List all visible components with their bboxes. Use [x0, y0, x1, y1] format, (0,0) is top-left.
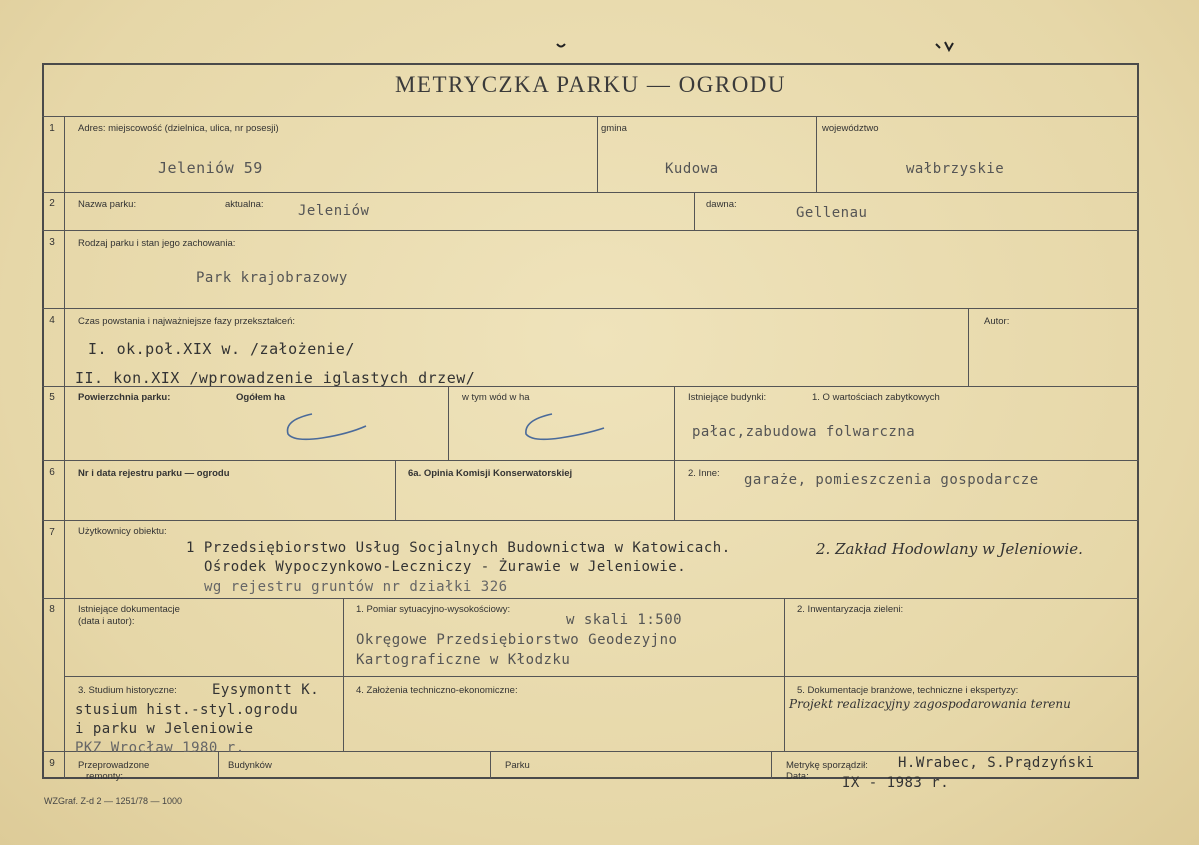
- form-title: METRYCZKA PARKU — OGRODU: [394, 72, 787, 97]
- row-divider: [42, 116, 1139, 117]
- cell-divider: [771, 751, 772, 779]
- documents-sublabel: (data i autor):: [78, 616, 135, 627]
- row-divider: [42, 598, 1139, 599]
- printer-imprint: WZGraf. Z-d 2 — 1251/78 — 1000: [44, 796, 183, 806]
- row-number: 6: [49, 467, 55, 478]
- row-divider: [42, 308, 1139, 309]
- other-buildings-label: 2. Inne:: [688, 468, 720, 479]
- user-1: 1 Przedsiębiorstwo Usług Socjalnych Budownictwa w Katowicach.: [186, 540, 731, 556]
- opinion-label: 6a. Opinia Komisji Konserwatorskiej: [408, 468, 573, 479]
- cell-divider: [674, 386, 675, 460]
- historical-study-label: 3. Studium historyczne:: [78, 685, 177, 696]
- ink-speck: [556, 42, 566, 50]
- cell-divider: [674, 460, 675, 520]
- users-label: Użytkownicy obiektu:: [78, 526, 167, 537]
- branch-docs-value: Projekt realizacyjny zagospodarowania terenu: [789, 697, 1071, 711]
- cell-divider: [784, 598, 785, 751]
- former-name-value: Gellenau: [796, 205, 868, 221]
- row-divider: [42, 192, 1139, 193]
- prepared-by-label: Metrykę sporządził:: [786, 760, 868, 771]
- survey-author-line-1: Okręgowe Przedsiębiorstwo Geodezyjno: [356, 632, 678, 648]
- row-divider: [42, 520, 1139, 521]
- existing-buildings-label: Istniejące budynki:: [688, 392, 767, 403]
- park-name-label: Nazwa parku:: [78, 199, 137, 210]
- cell-divider: [395, 460, 396, 520]
- voivodeship-label: województwo: [822, 123, 879, 134]
- dash-mark: [282, 412, 372, 444]
- renovation-buildings-label: Budynków: [228, 760, 272, 771]
- row-divider: [64, 676, 1139, 677]
- current-name-value: Jeleniów: [298, 203, 370, 219]
- dash-mark: [520, 412, 610, 444]
- current-name-label: aktualna:: [225, 199, 264, 210]
- row-number: 3: [49, 237, 55, 248]
- author-label: Autor:: [984, 316, 1010, 327]
- row-number: 7: [49, 527, 55, 538]
- park-type-label: Rodzaj parku i stan jego zachowania:: [78, 238, 236, 249]
- date-value: IX - 1983 r.: [842, 775, 950, 791]
- land-register: wg rejestru gruntów nr działki 326: [204, 579, 508, 595]
- survey-author-line-2: Kartograficzne w Kłodzku: [356, 652, 571, 668]
- row-number: 5: [49, 392, 55, 403]
- row-number: 9: [49, 758, 55, 769]
- cell-divider: [490, 751, 491, 779]
- row-number: 8: [49, 604, 55, 615]
- cell-divider: [597, 116, 598, 192]
- cell-divider: [816, 116, 817, 192]
- cell-divider: [448, 386, 449, 460]
- greenery-inventory-label: 2. Inwentaryzacja zieleni:: [797, 604, 904, 615]
- historical-study-author: Eysymontt K.: [212, 682, 320, 698]
- voivodeship-value: wałbrzyskie: [906, 161, 1005, 177]
- history-phase-1: I. ok.poł.XIX w. /założenie/: [88, 340, 355, 358]
- date-label: Data:: [786, 771, 809, 782]
- cell-divider: [968, 308, 969, 386]
- monument-buildings-label: 1. O wartościach zabytkowych: [812, 392, 940, 403]
- row-number: 4: [49, 315, 55, 326]
- cell-divider: [343, 598, 344, 751]
- survey-label: 1. Pomiar sytuacyjno-wysokościowy:: [356, 604, 511, 615]
- renovations-label: Przeprowadzone: [78, 760, 150, 771]
- row-number: 1: [49, 123, 55, 134]
- history-phase-2: II. kon.XIX /wprowadzenie iglastych drzew/: [75, 369, 476, 387]
- former-name-label: dawna:: [706, 199, 737, 210]
- row-number: 2: [49, 198, 55, 209]
- row-divider: [42, 460, 1139, 461]
- address-value: Jeleniów 59: [158, 159, 263, 177]
- historical-study-line-2: i parku w Jeleniowie: [75, 721, 254, 737]
- monument-buildings-value: pałac,zabudowa folwarczna: [692, 424, 916, 440]
- ink-speck: [935, 40, 955, 52]
- cell-divider: [694, 192, 695, 230]
- total-area-label: Ogółem ha: [236, 392, 286, 403]
- user-1-facility: Ośrodek Wypoczynkowo-Leczniczy - Żurawie w Jeleniowie.: [204, 559, 687, 575]
- park-type-value: Park krajobrazowy: [196, 270, 348, 286]
- address-label: Adres: miejscowość (dzielnica, ulica, nr posesji): [78, 123, 279, 134]
- other-buildings-value: garaże, pomieszczenia gospodarcze: [744, 472, 1039, 488]
- user-2-handwritten: 2. Zakład Hodowlany w Jeleniowie.: [816, 540, 1083, 558]
- renovations-sublabel: remonty:: [86, 771, 123, 782]
- branch-docs-label: 5. Dokumentacje branżowe, techniczne i ekspertyzy:: [797, 685, 1019, 696]
- survey-scale: w skali 1:500: [566, 612, 683, 628]
- number-column-divider: [64, 116, 65, 779]
- register-label: Nr i data rejestru parku — ogrodu: [78, 468, 230, 479]
- water-area-label: w tym wód w ha: [462, 392, 530, 403]
- gmina-value: Kudowa: [665, 161, 719, 177]
- gmina-label: gmina: [601, 123, 627, 134]
- row-divider: [42, 230, 1139, 231]
- historical-study-line-3: PKZ Wrocław 1980 r.: [75, 740, 245, 756]
- renovation-park-label: Parku: [505, 760, 530, 771]
- history-label: Czas powstania i najważniejsze fazy przekształceń:: [78, 316, 296, 327]
- tech-economic-label: 4. Założenia techniczno-ekonomiczne:: [356, 685, 518, 696]
- prepared-by-value: H.Wrabec, S.Prądzyński: [898, 755, 1095, 771]
- historical-study-line-1: stusium hist.-styl.ogrodu: [75, 702, 299, 718]
- documents-label: Istniejące dokumentacje: [78, 604, 180, 615]
- area-label: Powierzchnia parku:: [78, 392, 171, 403]
